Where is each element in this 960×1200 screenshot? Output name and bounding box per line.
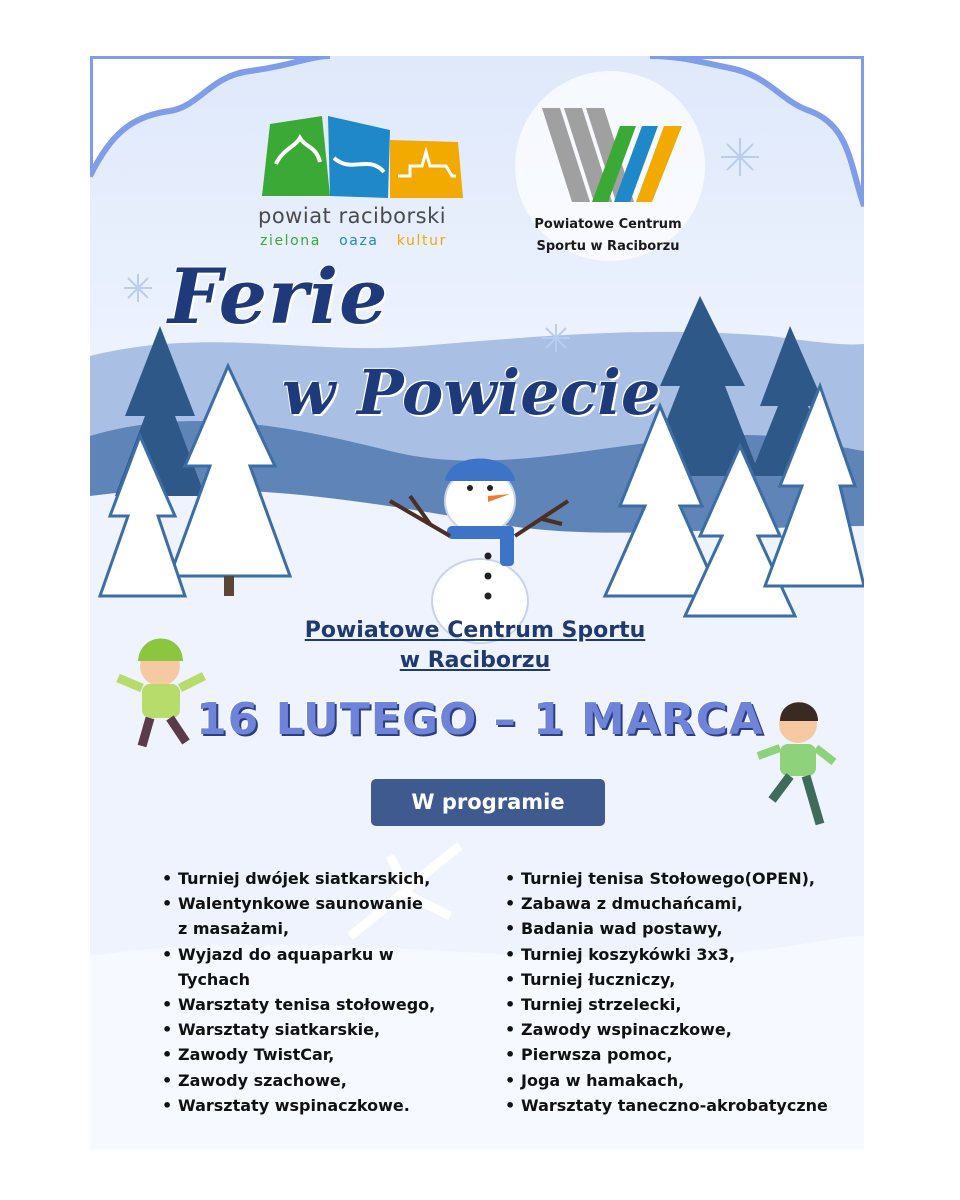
- program-item-text: Joga w hamakach,: [521, 1070, 685, 1090]
- program-item: [162, 1093, 435, 1118]
- powiat-logo-name: powiat raciborski: [258, 204, 447, 228]
- program-item-text: Zabawa z dmuchańcami,: [521, 894, 743, 914]
- program-item: [505, 1042, 828, 1067]
- program-item-continuation: Tychach: [178, 969, 250, 989]
- program-item: [505, 942, 828, 967]
- title-w-powiecie: w Powiecie: [282, 356, 661, 429]
- tagline-word-blue: oaza: [339, 233, 379, 249]
- tagline-word-green: zielona: [260, 233, 321, 249]
- program-item: [162, 942, 435, 992]
- organizer-name: [250, 616, 700, 676]
- powiat-logo-tagline: [260, 233, 447, 249]
- program-item-text: Zawody wspinaczkowe,: [521, 1020, 732, 1040]
- program-item: [162, 866, 435, 891]
- program-item-text: Pierwsza pomoc,: [521, 1045, 673, 1065]
- program-item-text: Warsztaty wspinaczkowe.: [178, 1095, 410, 1115]
- program-list-left: [162, 866, 435, 1118]
- program-item-text: Turniej strzelecki,: [521, 995, 682, 1015]
- pcs-logo-line1: Powiatowe Centrum: [534, 217, 682, 232]
- program-item-text: Walentynkowe saunowanie: [178, 894, 423, 914]
- pcs-logo: [538, 106, 688, 206]
- pcs-logo-line2: Sportu w Raciborzu: [536, 239, 680, 254]
- program-item-text: Zawody TwistCar,: [178, 1045, 335, 1065]
- organizer-line2: w Raciborzu: [399, 648, 551, 673]
- powiat-raciborski-logo: [260, 114, 465, 199]
- program-item: [162, 1068, 435, 1093]
- program-item: [162, 992, 435, 1017]
- program-item: [162, 1017, 435, 1042]
- program-list-right: [505, 866, 828, 1118]
- program-item-text: Warsztaty taneczno-akrobatyczne: [521, 1095, 828, 1115]
- program-item: [162, 891, 435, 941]
- program-item: [505, 1017, 828, 1042]
- program-item-text: Wyjazd do aquaparku w: [178, 944, 394, 964]
- poster: [90, 56, 864, 1150]
- program-item-text: Warsztaty siatkarskie,: [178, 1020, 381, 1040]
- pcs-logo-text: [508, 214, 708, 258]
- program-item: [505, 1093, 828, 1118]
- program-item-text: Turniej dwójek siatkarskich,: [178, 869, 431, 888]
- program-item: [505, 866, 828, 891]
- program-item-text: Turniej tenisa Stołowego(OPEN),: [521, 869, 816, 888]
- program-item: [505, 891, 828, 916]
- event-dates: 16 LUTEGO – 1 MARCA: [196, 694, 764, 745]
- program-item-text: Zawody szachowe,: [178, 1070, 347, 1090]
- program-item: [162, 1042, 435, 1067]
- title-ferie: Ferie: [168, 252, 389, 341]
- program-label: W programie: [371, 779, 605, 826]
- program-item-text: Turniej łuczniczy,: [521, 969, 676, 989]
- program-item-text: Badania wad postawy,: [521, 919, 723, 939]
- organizer-line1: Powiatowe Centrum Sportu: [304, 618, 646, 643]
- program-item: [505, 992, 828, 1017]
- program-item: [505, 1068, 828, 1093]
- program-item-text: Turniej koszykówki 3x3,: [521, 944, 736, 964]
- program-item: [505, 967, 828, 992]
- program-item-continuation: z masażami,: [178, 919, 290, 939]
- program-item: [505, 916, 828, 941]
- program-item-text: Warsztaty tenisa stołowego,: [178, 995, 436, 1015]
- tagline-word-yellow: kultur: [396, 233, 447, 249]
